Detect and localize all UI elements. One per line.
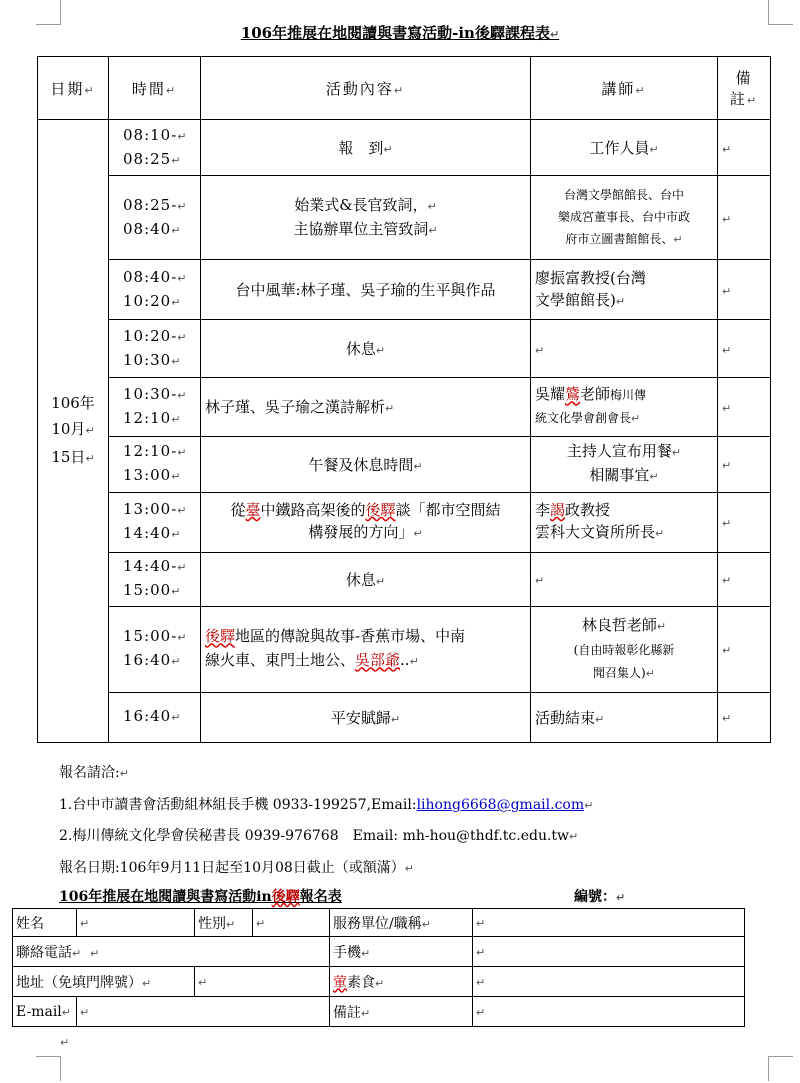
content-cell: 平安賦歸↵ (201, 692, 531, 742)
time-cell: 10:30-↵ 12:10↵ (109, 378, 201, 436)
lecturer-cell: ↵ (531, 552, 718, 606)
note-cell: ↵ (718, 492, 771, 552)
crop-mark-bottom-left (36, 1056, 61, 1081)
content-cell: 始業式&長官致詞，↵ 主協辦單位主管致詞↵ (201, 176, 531, 260)
lecturer-cell: 廖振富教授(台灣 文學館館長)↵ (531, 260, 718, 320)
mobile-label: 手機↵ (330, 937, 473, 967)
serial-number-label: 編號：↵ (574, 889, 626, 905)
table-row (38, 320, 771, 378)
diet-label: 葷素食↵ (330, 967, 473, 997)
contact-line-1: 1.台中市讀書會活動組林組長手機 0933-199257,Email:lihong6668@gmail.com↵ (59, 797, 594, 813)
email-label: E-mail↵ (13, 997, 77, 1027)
gender-field[interactable]: ↵ (253, 909, 330, 937)
time-cell: 08:10-↵ 08:25↵ (109, 120, 201, 176)
note-cell: ↵ (718, 378, 771, 436)
content-cell: 休息↵ (201, 320, 531, 378)
content-cell: 報 到↵ (201, 120, 531, 176)
note-cell: ↵ (718, 606, 771, 692)
email-link[interactable]: lihong6668@gmail.com (416, 797, 585, 813)
registration-dates: 報名日期:106年9月11日起至10月08日截止（或額滿）↵ (59, 860, 415, 876)
content-cell: 午餐及休息時間↵ (201, 436, 531, 492)
header-lecturer: 講師↵ (531, 57, 718, 120)
note-cell: ↵ (718, 120, 771, 176)
content-cell: 林子瑾、吳子瑜之漢詩解析↵ (201, 378, 531, 436)
schedule-table (37, 56, 771, 743)
header-date: 日期↵ (38, 57, 109, 120)
email-field[interactable]: ↵ (77, 997, 330, 1027)
note-cell: ↵ (718, 552, 771, 606)
lecturer-cell: 主持人宣布用餐↵ 相關事宜↵ (531, 436, 718, 492)
form-row (13, 997, 745, 1027)
note-cell: ↵ (718, 436, 771, 492)
table-row (38, 492, 771, 552)
time-cell: 12:10-↵ 13:00↵ (109, 436, 201, 492)
diet-field[interactable]: ↵ (473, 967, 745, 997)
table-row (38, 260, 771, 320)
note-cell: ↵ (718, 320, 771, 378)
lecturer-cell: 林良哲老師↵ (自由時報彰化縣新 聞召集人)↵ (531, 606, 718, 692)
note-cell: ↵ (718, 176, 771, 260)
note-field[interactable]: ↵ (473, 997, 745, 1027)
lecturer-cell: 李謁政教授 雲科大文資所所長↵ (531, 492, 718, 552)
content-cell: 休息↵ (201, 552, 531, 606)
registration-form (12, 908, 745, 1027)
address-label: 地址（免填門牌號）↵ (13, 967, 195, 997)
form-title: 106年推展在地閱讀與書寫活動in後驛報名表 (59, 889, 342, 905)
table-row (38, 552, 771, 606)
time-cell: 14:40-↵ 15:00↵ (109, 552, 201, 606)
time-cell: 08:40-↵ 10:20↵ (109, 260, 201, 320)
lecturer-cell: 工作人員↵ (531, 120, 718, 176)
lecturer-cell: 吳耀鷟老師梅川傳 統文化學會創會長↵ (531, 378, 718, 436)
header-content: 活動內容↵ (201, 57, 531, 120)
mobile-field[interactable]: ↵ (473, 937, 745, 967)
note-cell: ↵ (718, 260, 771, 320)
time-cell: 15:00-↵ 16:40↵ (109, 606, 201, 692)
lecturer-cell: ↵ (531, 320, 718, 378)
time-cell: 10:20-↵ 10:30↵ (109, 320, 201, 378)
event-date-cell: 106年 10月↵ 15日↵ (38, 120, 109, 743)
name-label: 姓名 (13, 909, 77, 937)
header-time: 時間↵ (109, 57, 201, 120)
contact-line-2: 2.梅川傳統文化學會侯秘書長 0939-976768 Email: mh-hou@thdf.tc.edu.tw↵ (59, 828, 579, 844)
document-title: 106年推展在地閱讀與書寫活動-in後驛課程表↵ (240, 24, 560, 42)
contact-heading: 報名請洽:↵ (59, 765, 129, 781)
crop-mark-bottom-right (768, 1056, 793, 1081)
note-label: 備註↵ (330, 997, 473, 1027)
name-field[interactable]: ↵ (77, 909, 195, 937)
lecturer-cell: 活動結束↵ (531, 692, 718, 742)
table-row (38, 378, 771, 436)
gender-label: 性別↵ (195, 909, 253, 937)
time-cell: 16:40↵ (109, 692, 201, 742)
org-field[interactable]: ↵ (473, 909, 745, 937)
content-cell: 台中風華:林子瑾、吳子瑜的生平與作品 (201, 260, 531, 320)
table-row (38, 692, 771, 742)
phone-field[interactable]: 聯絡電話↵ ↵ (13, 937, 330, 967)
schedule-header-row (38, 57, 771, 120)
table-row (38, 436, 771, 492)
table-row (38, 606, 771, 692)
form-row (13, 937, 745, 967)
header-note: 備 註↵ (718, 57, 771, 120)
org-label: 服務單位/職稱↵ (330, 909, 473, 937)
lecturer-cell: 台灣文學館館長、台中 樂成宮董事長、台中市政 府市立圖書館館長、↵ (531, 176, 718, 260)
table-row (38, 176, 771, 260)
form-row (13, 909, 745, 937)
content-cell: 從臺中鐵路高架後的後驛談「都市空間結 構發展的方向」↵ (201, 492, 531, 552)
paragraph-mark: ↵ (60, 1036, 70, 1049)
table-row (38, 120, 771, 176)
form-row (13, 967, 745, 997)
address-field[interactable]: ↵ (195, 967, 330, 997)
time-cell: 13:00-↵ 14:40↵ (109, 492, 201, 552)
time-cell: 08:25-↵ 08:40↵ (109, 176, 201, 260)
content-cell: 後驛地區的傳說與故事-香蕉市場、中南 線火車、東門土地公、吳部爺..↵ (201, 606, 531, 692)
note-cell: ↵ (718, 692, 771, 742)
